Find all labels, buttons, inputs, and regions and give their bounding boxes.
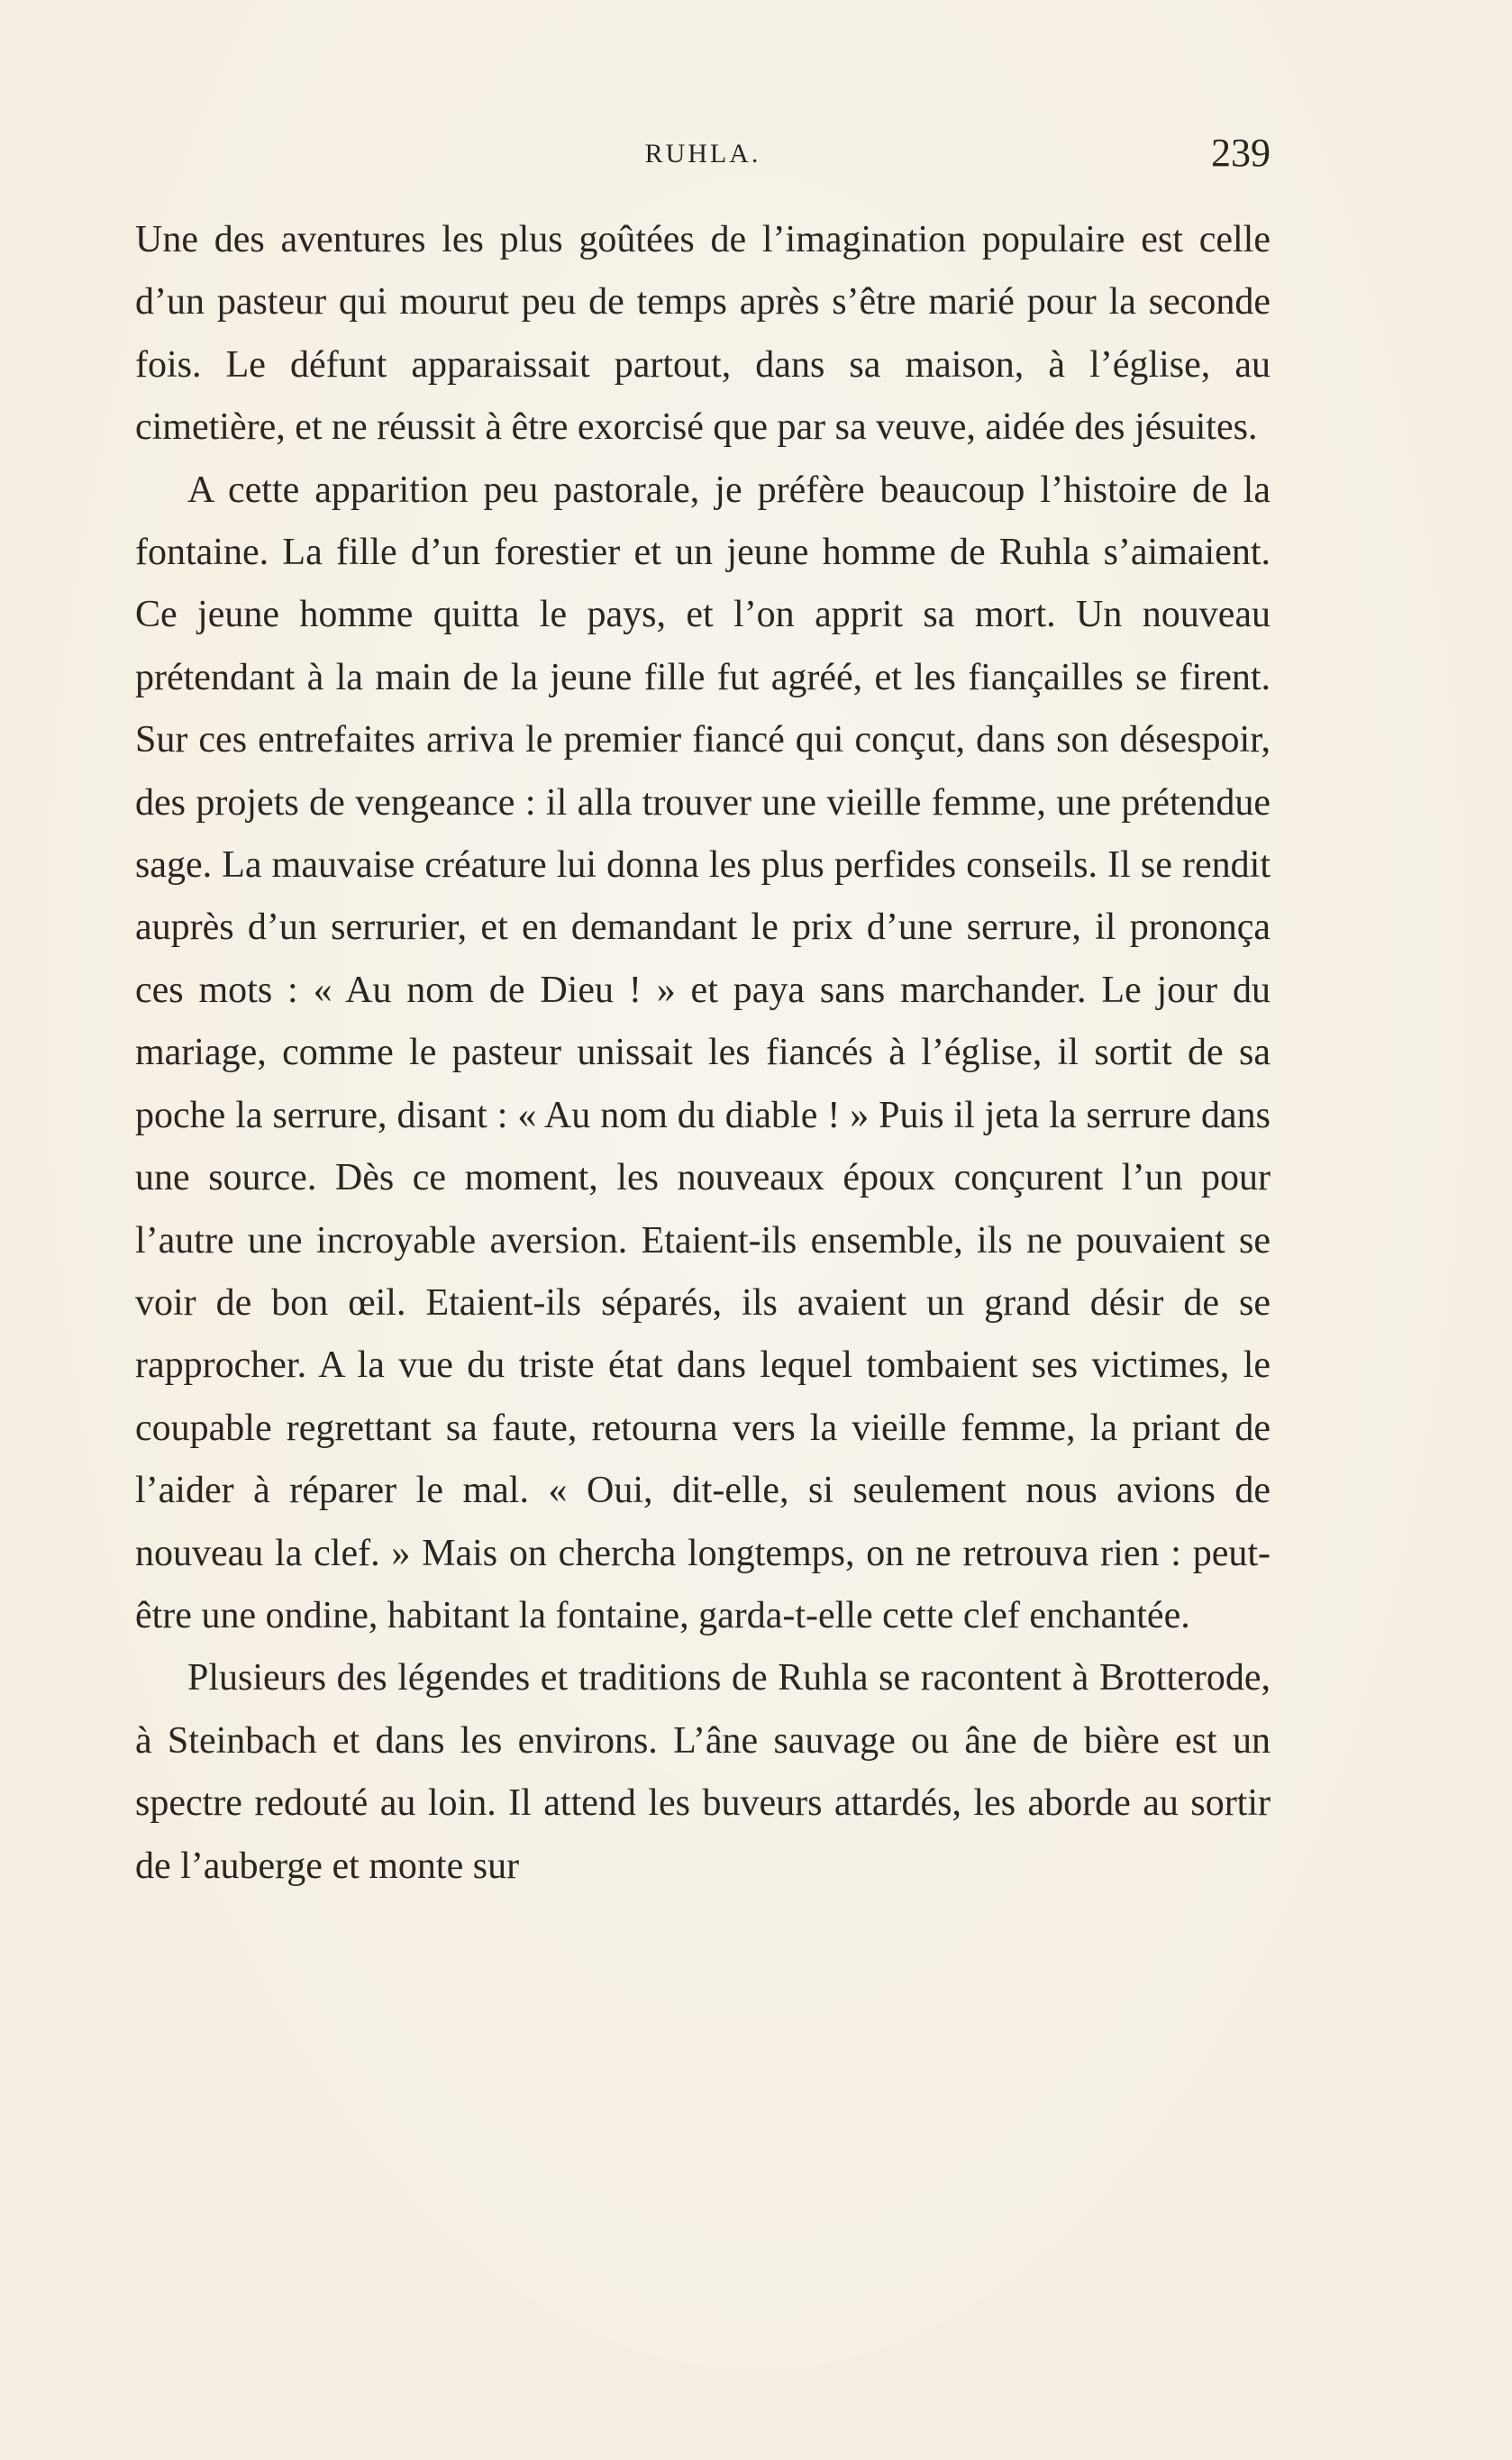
page-number: 239 (1211, 131, 1271, 175)
body-text (135, 209, 1271, 1898)
paragraph-3: Plusieurs des légendes et traditions de Ruhla se racontent à Brotterode, à Steinbach et dans les environs. L’âne sauvage ou âne de bière est un spectre redouté au loin. Il attend les buveurs attardés, les aborde au sortir de l’auberge et monte sur (135, 1657, 1271, 1887)
paragraph-1: Une des aventures les plus goûtées de l’imagination populaire est celle d’un pasteur qui mourut peu de temps après s’être marié pour la seconde fois. Le défunt apparaissait partout, dans sa maison, à l’église, au cimetière, et ne réussit à être exorcisé que par sa veuve, aidée des jésuites. (135, 219, 1271, 449)
running-title: RUHLA. (644, 139, 761, 169)
paragraph-2: A cette apparition peu pastorale, je préfère beaucoup l’histoire de la fontaine. La fille d’un forestier et un jeune homme de Ruhla s’aimaient. Ce jeune homme quitta le pays, et l’on apprit sa mort. Un nouveau prétendant à la main de la jeune fille fut agréé, et les fiançailles se firent. Sur ces entrefaites arriva le premier fiancé qui conçut, dans son désespoir, des projets de vengeance : il alla trouver une vieille femme, une prétendue sage. La mauvaise créature lui donna les plus perfides conseils. Il se rendit auprès d’un serrurier, et en demandant le prix d’une serrure, il prononça ces mots : « Au nom de Dieu ! » et paya sans marchander. Le jour du mariage, comme le pasteur unissait les fiancés à l’église, il sortit de sa poche la serrure, disant : « Au nom du diable ! » Puis il jeta la serrure dans une source. Dès ce moment, les nouveaux époux conçurent l’un pour l’autre une incroyable aversion. Etaient-ils ensemble, ils ne pouvaient se voir de bon œil. Etaient-ils séparés, ils avaient un grand désir de se rapprocher. A la vue du triste état dans lequel tombaient ses victimes, le coupable regrettant sa faute, retourna vers la vieille femme, la priant de l’aider à réparer le mal. « Oui, dit-elle, si seulement nous avions de nouveau la clef. » Mais on chercha longtemps, on ne retrouva rien : peut-être une ondine, habitant la fontaine, garda-t-elle cette clef enchantée. (135, 469, 1271, 1636)
page-header (135, 131, 1271, 189)
